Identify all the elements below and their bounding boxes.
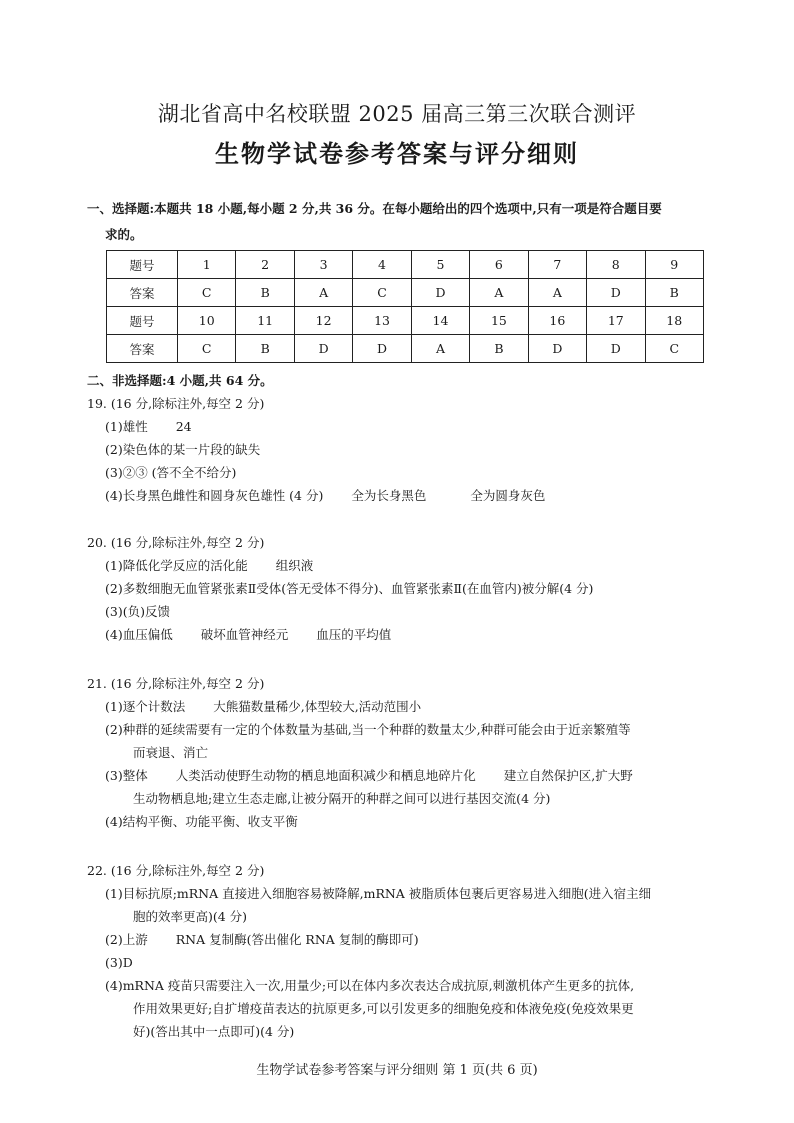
row-label: 题号 (107, 307, 178, 335)
section1-heading-line1: 一、选择题:本题共 18 小题,每小题 2 分,共 36 分。在每小题给出的四个选项中,只有一项是符合题目要 (87, 201, 662, 216)
section2-heading: 二、非选择题:4 小题,共 64 分。 (87, 373, 273, 388)
question-21 (87, 673, 717, 833)
answer-line-continued: 好)(答出其中一点即可)(4 分) (133, 1024, 295, 1039)
table-cell: C (178, 335, 236, 363)
answer-text: (4)血压偏低 (105, 627, 173, 642)
answer-line: (2)多数细胞无血管紧张素Ⅱ受体(答无受体不得分)、血管紧张素Ⅱ(在血管内)被分解(4 分) (105, 581, 594, 596)
table-cell: D (294, 335, 352, 363)
table-cell: 13 (353, 307, 411, 335)
table-cell: B (236, 335, 294, 363)
answer-text: 24 (175, 419, 192, 434)
answer-line (87, 764, 717, 787)
answer-line-continued: 胞的效率更高)(4 分) (133, 909, 248, 924)
answer-text: (1)雄性 (105, 419, 148, 434)
answer-line: (3)D (105, 955, 133, 970)
table-cell: A (294, 279, 352, 307)
table-cell: 2 (236, 251, 294, 279)
answer-text: (2)上游 (105, 932, 148, 947)
table-cell: B (236, 279, 294, 307)
table-row-numbers-1 (107, 251, 704, 279)
table-row-answers-2 (107, 335, 704, 363)
document-title: 生物学试卷参考答案与评分细则 (215, 139, 579, 168)
answer-text: (1)逐个计数法 (105, 699, 186, 714)
answer-table (106, 250, 704, 363)
answer-line-continued: 生动物栖息地;建立生态走廊,让被分隔开的种群之间可以进行基因交流(4 分) (133, 791, 551, 806)
table-cell: 16 (528, 307, 586, 335)
answer-line: (4)结构平衡、功能平衡、收支平衡 (105, 814, 298, 829)
table-cell: 6 (470, 251, 528, 279)
answer-line-continued: 而衰退、消亡 (133, 745, 209, 760)
answer-line (87, 415, 717, 438)
row-label: 题号 (107, 251, 178, 279)
table-cell: D (353, 335, 411, 363)
answer-text: 大熊猫数量稀少,体型较大,活动范围小 (213, 699, 422, 714)
answer-line (87, 484, 717, 507)
answer-text: 人类活动使野生动物的栖息地面积减少和栖息地碎片化 (175, 768, 476, 783)
table-cell: D (411, 279, 469, 307)
table-cell: 1 (178, 251, 236, 279)
table-row-answers-1 (107, 279, 704, 307)
answer-line: (4)mRNA 疫苗只需要注入一次,用量少;可以在体内多次表达合成抗原,刺激机体产生更多的抗体, (105, 978, 635, 993)
question-22 (87, 860, 717, 1043)
section1-heading-line2: 求的。 (105, 227, 143, 242)
answer-text: 全为长身黑色 (351, 488, 427, 503)
table-cell: C (178, 279, 236, 307)
answer-line: (3)(负)反馈 (105, 604, 170, 619)
table-cell: 7 (528, 251, 586, 279)
answer-text: 血压的平均值 (316, 627, 392, 642)
table-cell: 17 (587, 307, 645, 335)
answer-text: RNA 复制酶(答出催化 RNA 复制的酶即可) (175, 932, 419, 947)
table-cell: 15 (470, 307, 528, 335)
table-cell: D (587, 279, 645, 307)
table-cell: 8 (587, 251, 645, 279)
table-cell: A (411, 335, 469, 363)
table-cell: A (470, 279, 528, 307)
question-header: 19. (16 分,除标注外,每空 2 分) (87, 396, 265, 411)
question-20 (87, 532, 717, 646)
section1-heading (87, 196, 717, 248)
table-cell: 12 (294, 307, 352, 335)
table-cell: B (470, 335, 528, 363)
answer-line: (2)种群的延续需要有一定的个体数量为基础,当一个种群的数量太少,种群可能会由于近亲繁殖等 (105, 722, 631, 737)
question-header: 22. (16 分,除标注外,每空 2 分) (87, 863, 265, 878)
table-cell: D (587, 335, 645, 363)
table-cell: 10 (178, 307, 236, 335)
answer-text: 全为圆身灰色 (470, 488, 546, 503)
answer-text: 组织液 (275, 558, 314, 573)
answer-line-continued: 作用效果更好;自扩增疫苗表达的抗原更多,可以引发更多的细胞免疫和体液免疫(免疫效果更 (133, 1001, 634, 1016)
table-cell: D (528, 335, 586, 363)
answer-line (87, 554, 717, 577)
exam-title: 湖北省高中名校联盟 2025 届高三第三次联合测评 (157, 102, 637, 126)
answer-line (87, 695, 717, 718)
answer-text: 建立自然保护区,扩大野 (503, 768, 633, 783)
question-header: 20. (16 分,除标注外,每空 2 分) (87, 535, 265, 550)
question-19 (87, 393, 717, 507)
question-header: 21. (16 分,除标注外,每空 2 分) (87, 676, 265, 691)
table-cell: 18 (645, 307, 704, 335)
table-cell: 11 (236, 307, 294, 335)
answer-text: 破坏血管神经元 (200, 627, 289, 642)
row-label: 答案 (107, 279, 178, 307)
table-cell: A (528, 279, 586, 307)
answer-line (87, 623, 717, 646)
table-cell: C (353, 279, 411, 307)
table-cell: 3 (294, 251, 352, 279)
answer-line: (3)②③ (答不全不给分) (105, 465, 237, 480)
page-footer: 生物学试卷参考答案与评分细则 第 1 页(共 6 页) (256, 1063, 538, 1078)
answer-line: (2)染色体的某一片段的缺失 (105, 442, 261, 457)
table-cell: C (645, 335, 704, 363)
row-label: 答案 (107, 335, 178, 363)
table-cell: 9 (645, 251, 704, 279)
answer-text: (1)降低化学反应的活化能 (105, 558, 248, 573)
answer-line: (1)目标抗原;mRNA 直接进入细胞容易被降解,mRNA 被脂质体包裹后更容易进入细胞(进入宿主细 (105, 886, 652, 901)
answer-text: (3)整体 (105, 768, 148, 783)
table-cell: B (645, 279, 704, 307)
answer-text: (4)长身黑色雌性和圆身灰色雄性 (4 分) (105, 488, 324, 503)
answer-line (87, 928, 717, 951)
table-cell: 14 (411, 307, 469, 335)
table-cell: 4 (353, 251, 411, 279)
table-cell: 5 (411, 251, 469, 279)
table-row-numbers-2 (107, 307, 704, 335)
